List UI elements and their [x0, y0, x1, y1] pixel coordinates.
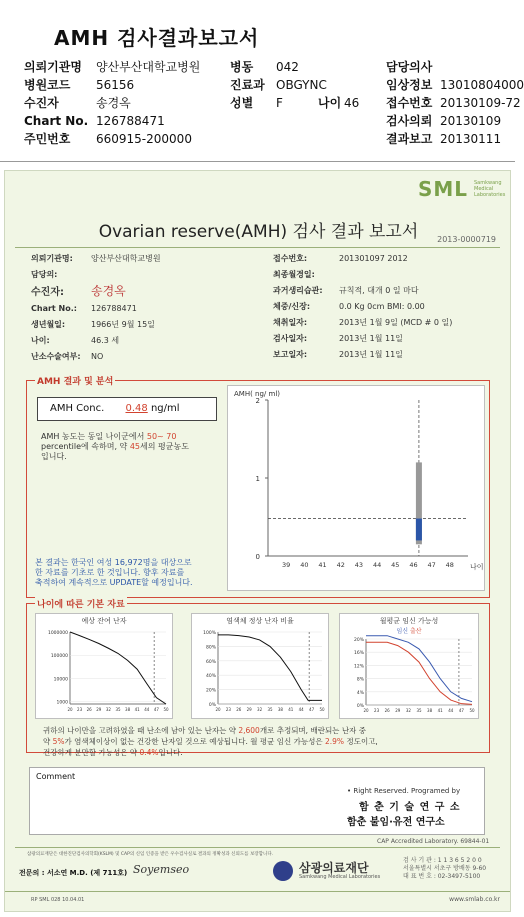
- label-doctor: 담당의사: [386, 60, 433, 74]
- info-value-receipt: 201301097 2012: [339, 254, 408, 263]
- label-patient: 수진자: [24, 96, 59, 110]
- panel-x-tick-label: 44: [144, 707, 150, 712]
- panel-y-tick-label: 40%: [205, 674, 216, 680]
- percentile-text-2: percentile에 속하며, 약: [41, 442, 128, 451]
- report-title: Ovarian reserve(AMH) 검사 결과 보고서: [98, 222, 419, 242]
- legend-birth: 출산: [409, 628, 422, 635]
- contact-1: 검 사 기 관 : 1 1 3 6 5 2 0 0: [403, 857, 482, 864]
- foundation-name: 삼광의료재단: [299, 861, 369, 875]
- panel-normal-eggs: [191, 613, 329, 719]
- value-resident-no: 660915-200000: [96, 132, 192, 146]
- info-label-weight-height: 체중/신장:: [273, 302, 311, 311]
- summary-3a: 건강하게 분만할 가능성은 약: [43, 748, 138, 757]
- info-value-patient: 송경옥: [91, 284, 126, 298]
- label-client: 의뢰기관명: [24, 60, 82, 74]
- summary-2a: 약: [43, 737, 51, 746]
- panel-y-tick-label: 1000000: [47, 631, 68, 636]
- panel-x-tick-label: 50: [469, 708, 475, 713]
- info-label-surgery: 난소수술여부:: [31, 352, 81, 361]
- panel-y-tick-label: 100%: [203, 631, 216, 636]
- panel-x-tick-label: 38: [125, 707, 131, 712]
- info-label-age: 나이:: [31, 336, 50, 345]
- contact-block: [403, 857, 486, 881]
- panel-x-tick-label: 32: [405, 708, 411, 713]
- sml-logo-sub: Samkwang Medical Laboratories: [474, 180, 506, 198]
- panel2-title: 염색체 정상 난자 비율: [226, 617, 294, 625]
- info-label-chart-no: Chart No.:: [31, 304, 77, 313]
- x-tick-label: 39: [282, 561, 291, 569]
- label-sex: 성별: [230, 96, 254, 110]
- value-department: OBGYNC: [276, 78, 327, 92]
- info-label-doctor: 담당의:: [31, 270, 58, 279]
- amh-chart: [228, 386, 484, 590]
- panel-x-tick-label: 32: [105, 707, 111, 712]
- footnote: 삼광의료재단은 대한진단검사의학회(KSLM) 및 CAP의 신임 인증을 받은 우수검사실로 결과의 정확성과 신뢰도를 보장합니다.: [27, 852, 274, 857]
- info-value-age: 46.3 세: [91, 336, 120, 345]
- label-receipt-no: 접수번호: [386, 96, 433, 110]
- x-tick-label: 42: [336, 561, 345, 569]
- page-title: AMH 검사결과보고서: [54, 26, 260, 50]
- panel-y-tick-label: 0%: [208, 703, 216, 708]
- x-tick-label: 48: [445, 561, 454, 569]
- panel2-chart: [192, 626, 328, 716]
- panel-y-tick-label: 16%: [353, 651, 364, 657]
- rights-text: • Right Reserved. Programed by: [347, 787, 461, 795]
- summary-birth-rate: 0.4%: [139, 748, 159, 757]
- panel-x-tick-label: 20: [363, 708, 369, 713]
- panel-x-tick-label: 41: [288, 707, 294, 712]
- x-tick-label: 46: [409, 561, 418, 569]
- form-code: RP SML 028 10.04.01: [31, 897, 85, 903]
- panel-x-tick-label: 35: [115, 707, 121, 712]
- contact-3: 대 표 번 호 : 02-3497-5100: [403, 873, 481, 880]
- header-right-col: [386, 58, 524, 148]
- summary-normal-rate: 5%: [52, 737, 65, 746]
- x-tick-label: 41: [318, 561, 327, 569]
- amh-conc-unit: ng/ml: [150, 403, 180, 414]
- info-value-chart-no: 126788471: [91, 304, 137, 313]
- website: www.smlab.co.kr: [449, 896, 500, 903]
- label-request-date: 검사의뢰: [386, 114, 433, 128]
- amh-conc-value: 0.48: [125, 403, 148, 414]
- amh-chart-panel: [227, 385, 485, 591]
- label-clinical-info: 임상정보: [386, 78, 433, 92]
- x-axis-label: 나이: [470, 563, 484, 571]
- info-label-patient: 수진자:: [31, 287, 64, 298]
- panel-x-tick-label: 23: [77, 707, 83, 712]
- institute-2: 함춘 불임·유전 연구소: [347, 817, 445, 828]
- label-chart-no: Chart No.: [24, 114, 89, 128]
- summary-pregnancy-rate: 2.9%: [325, 737, 345, 746]
- panel-y-tick-label: 20%: [353, 638, 364, 643]
- percentile-text-1: AMH 농도는 동일 나이군에서: [41, 432, 145, 441]
- amh-conc-box: [37, 397, 217, 421]
- info-value-surgery: NO: [91, 352, 104, 361]
- scanned-report: [4, 170, 511, 912]
- x-tick-label: 47: [427, 561, 436, 569]
- x-tick-label: 43: [354, 561, 364, 569]
- data-note-2: 한 자료를 기초로 한 것입니다. 향후 자료를: [35, 568, 185, 577]
- info-value-weight-height: 0.0 Kg 0cm BMI: 0.00: [339, 302, 425, 311]
- panel-x-tick-label: 26: [236, 707, 242, 712]
- percentile-text-3: 세의 평균농도: [140, 442, 189, 451]
- patient-amh-bar: [416, 519, 422, 541]
- info-label-report-date: 보고일자:: [273, 350, 308, 359]
- info-value-cycle: 규칙적, 대개 0 일 마다: [339, 286, 419, 295]
- panel-y-tick-label: 20%: [205, 688, 216, 694]
- summary-1c: 개로 추정되며, 배란되는 난자 중: [259, 726, 366, 735]
- sml-logo: SML: [417, 177, 468, 201]
- panel-x-tick-label: 44: [448, 708, 454, 713]
- y-tick-label: 1: [255, 475, 260, 483]
- label-hospital-code: 병원코드: [24, 78, 71, 92]
- info-label-receipt: 접수번호:: [273, 254, 308, 263]
- data-note: [35, 558, 193, 588]
- panel1-chart: [36, 626, 172, 716]
- panel-y-tick-label: 4%: [356, 690, 364, 696]
- percentile-range: 50~ 70: [146, 432, 177, 441]
- label-department: 진료과: [230, 78, 265, 92]
- panel-x-tick-label: 29: [395, 708, 401, 713]
- panel-x-tick-label: 41: [134, 707, 140, 712]
- header-mid-col: [230, 58, 359, 112]
- value-client: 양산부산대학교병원: [96, 60, 201, 74]
- y-tick-label: 2: [255, 397, 260, 405]
- info-label-birth: 생년월일:: [31, 320, 66, 329]
- doctor-signature: Soyemseo: [133, 863, 190, 876]
- panel3-chart: [340, 635, 478, 717]
- doctor-signature-label: 전문의 : 서소연 M.D. (제 711호): [19, 869, 128, 877]
- panel-x-tick-label: 44: [298, 707, 304, 712]
- panel-x-tick-label: 41: [437, 708, 443, 713]
- patient-info-right: [273, 251, 452, 363]
- footer-divider: [15, 847, 500, 848]
- x-tick-label: 45: [391, 561, 400, 569]
- info-value-sample-date: 2013년 1월 9일 (MCD # 0 일): [339, 318, 453, 327]
- basic-section-title: 나이에 따른 기본 자료: [35, 597, 127, 610]
- panel-y-tick-label: 100000: [50, 654, 68, 660]
- foundation-logo-icon: [273, 861, 293, 881]
- institute-1: 함 춘 기 술 연 구 소: [359, 802, 461, 813]
- value-report-date: 20130111: [440, 132, 502, 146]
- summary-1a: 귀하의 나이만을 고려하였을 때 난소에 남아 있는 난자는 약: [43, 726, 236, 735]
- value-sex: F: [276, 96, 283, 110]
- y-axis-label: AMH( ng/ ml): [234, 390, 281, 398]
- panel-x-tick-label: 47: [458, 708, 464, 713]
- panel-y-tick-label: 60%: [205, 659, 216, 665]
- foundation-sub: Samkwang Medical Laboratories: [299, 874, 381, 880]
- data-note-1: 본 결과는 한국인 여성 16,972명을 대상으로: [35, 558, 192, 567]
- panel-x-tick-label: 29: [246, 707, 252, 712]
- info-value-birth: 1966년 9월 15일: [91, 320, 155, 329]
- panel-y-tick-label: 8%: [356, 677, 364, 683]
- summary-2e: 정도이고,: [346, 737, 378, 746]
- panel-series-line: [70, 632, 166, 704]
- panel-y-tick-label: 10000: [53, 677, 68, 683]
- value-request-date: 20130109: [440, 114, 502, 128]
- summary-3c: 입니다.: [158, 748, 183, 757]
- label-report-date: 결과보고: [386, 132, 433, 146]
- panel-y-tick-label: 0%: [356, 704, 364, 709]
- panel-y-tick-label: 1000: [56, 700, 68, 706]
- panel-x-tick-label: 32: [257, 707, 263, 712]
- panel-x-tick-label: 20: [67, 707, 73, 712]
- amh-conc-label: AMH Conc.: [50, 403, 105, 414]
- value-age: 46: [344, 96, 360, 110]
- info-value-report-date: 2013년 1월 11일: [339, 350, 403, 359]
- patient-info-left: [31, 251, 161, 365]
- panel-x-tick-label: 23: [225, 707, 231, 712]
- title-underline: [15, 247, 500, 248]
- percentile-age: 45: [129, 442, 141, 451]
- info-label-cycle: 과거생리습관:: [273, 286, 323, 295]
- panel-x-tick-label: 35: [267, 707, 273, 712]
- percentile-text: [41, 432, 189, 462]
- value-clinical-info: 13010804000: [440, 78, 524, 92]
- info-label-lmp: 최종월경일:: [273, 270, 315, 279]
- panel-remaining-eggs: [35, 613, 173, 719]
- panel-x-tick-label: 29: [96, 707, 102, 712]
- panel-x-tick-label: 50: [319, 707, 325, 712]
- panel-x-tick-label: 50: [163, 707, 169, 712]
- info-value-test-date: 2013년 1월 11일: [339, 334, 403, 343]
- y-tick-label: 0: [255, 553, 260, 561]
- info-label-sample-date: 채취일자:: [273, 318, 308, 327]
- panel3-legend: [340, 626, 478, 635]
- panel-y-tick-label: 80%: [205, 645, 216, 651]
- panel-x-tick-label: 38: [427, 708, 433, 713]
- panel1-title: 예상 잔여 난자: [81, 617, 127, 625]
- header-left-col: [24, 58, 200, 148]
- comment-label: Comment: [36, 772, 76, 781]
- label-age: 나이: [318, 96, 342, 110]
- label-resident-no: 주민번호: [24, 132, 71, 146]
- header-divider: [0, 161, 515, 162]
- panel3-title: 월평균 임신 가능성: [379, 617, 439, 625]
- panel-x-tick-label: 47: [153, 707, 159, 712]
- panel-pregnancy: [339, 613, 479, 719]
- panel-x-tick-label: 35: [416, 708, 422, 713]
- value-chart-no: 126788471: [96, 114, 165, 128]
- panel-x-tick-label: 26: [384, 708, 390, 713]
- summary-text: [43, 725, 378, 758]
- panel-x-tick-label: 38: [277, 707, 283, 712]
- info-label-test-date: 검사일자:: [273, 334, 308, 343]
- label-ward: 병동: [230, 60, 254, 74]
- panel-series-line: [218, 635, 322, 701]
- value-patient: 송경옥: [96, 96, 131, 110]
- panel-x-tick-label: 47: [309, 707, 315, 712]
- percentile-text-4: 입니다.: [41, 452, 67, 461]
- summary-egg-count: 2,600: [238, 726, 260, 735]
- x-tick-label: 44: [372, 561, 382, 569]
- data-note-3: 축적하여 계속적으로 UPDATE할 예정입니다.: [35, 578, 193, 587]
- info-value-client: 양산부산대학교병원: [91, 254, 161, 263]
- amh-section-title: AMH 결과 및 분석: [35, 374, 115, 387]
- bottom-divider: [5, 891, 510, 892]
- panel-x-tick-label: 20: [215, 707, 221, 712]
- info-label-client: 의뢰기관명:: [31, 254, 73, 263]
- panel-x-tick-label: 23: [374, 708, 380, 713]
- legend-pregnancy: 임신: [396, 628, 409, 635]
- report-id: 2013-0000719: [437, 235, 496, 244]
- contact-2: 서울특별시 서초구 방배동 9-60: [403, 865, 487, 872]
- x-tick-label: 40: [300, 561, 309, 569]
- value-hospital-code: 56156: [96, 78, 135, 92]
- panel-y-tick-label: 12%: [353, 664, 364, 670]
- panel-x-tick-label: 26: [86, 707, 92, 712]
- value-ward: 042: [276, 60, 299, 74]
- cap-text: CAP Accredited Laboratory. 69844-01: [377, 838, 490, 845]
- value-receipt-no: 20130109-72: [440, 96, 521, 110]
- summary-2c: 가 염색체이상이 없는 건강한 난자일 것으로 예상됩니다. 월 평균 임신 가능성은: [64, 737, 323, 746]
